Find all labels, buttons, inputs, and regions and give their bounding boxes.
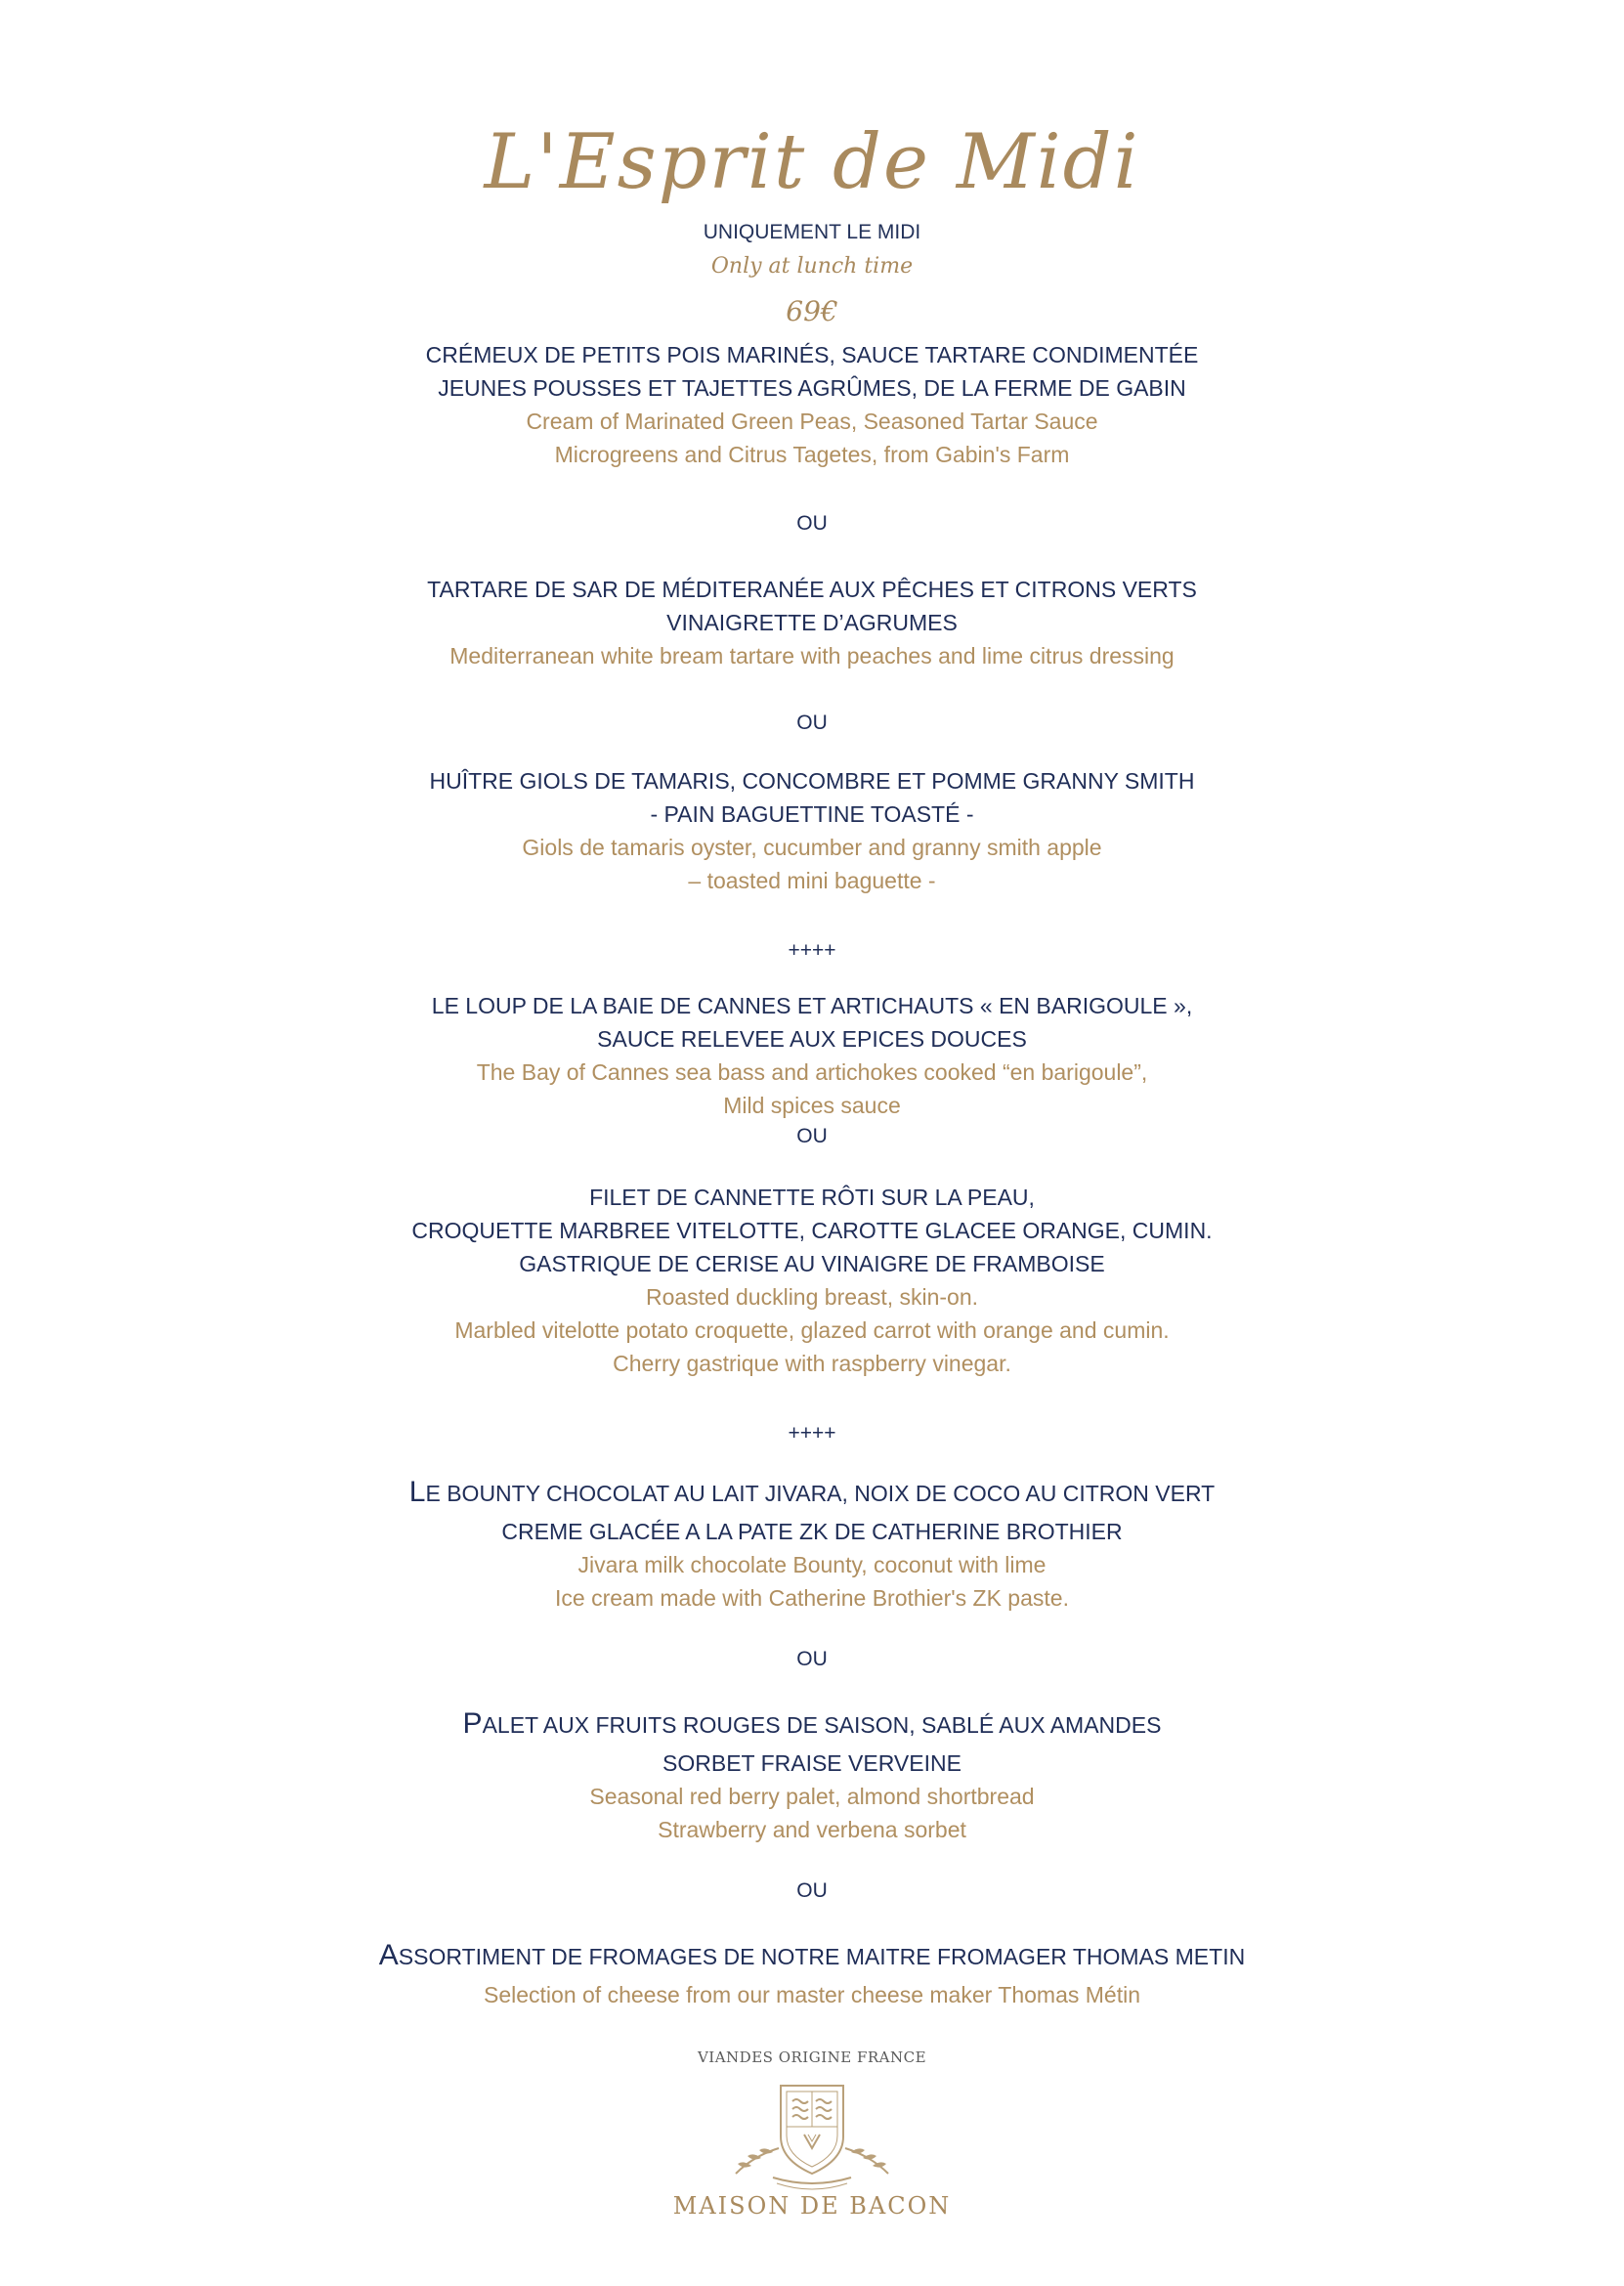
brand-name: MAISON DE BACON [672, 2192, 952, 2220]
main2-fr-line1: FILET DE CANNETTE RÔTI SUR LA PEAU, [589, 1185, 1035, 1210]
dessert2-en-line1: Seasonal red berry palet, almond shortbread [589, 1784, 1035, 1809]
or-separator: OU [796, 1648, 828, 1670]
course-separator: ++++ [788, 1422, 836, 1445]
starter2-fr-line2: VINAIGRETTE D’AGRUMES [666, 610, 958, 635]
dessert2-fr-rest: ALET AUX FRUITS ROUGES DE SAISON, SABLÉ AUX AMANDES [482, 1712, 1162, 1738]
starter2-fr-line1: TARTARE DE SAR DE MÉDITERANÉE AUX PÊCHES ET CITRONS VERTS [427, 577, 1197, 602]
starter3-en-line2: – toasted mini baguette - [688, 868, 936, 893]
starter1-fr-line2: JEUNES POUSSES ET TAJETTES AGRÛMES, DE LA FERME DE GABIN [438, 375, 1186, 401]
main1-en-line1: The Bay of Cannes sea bass and artichokes cooked “en barigoule”, [476, 1059, 1148, 1085]
starter3-fr-line2: - PAIN BAGUETTINE TOASTÉ - [650, 801, 974, 827]
starter3-en-line1: Giols de tamaris oyster, cucumber and granny smith apple [522, 835, 1102, 860]
dessert3-fr-line1 [0, 1939, 1624, 1973]
starter1-fr-line1: CRÉMEUX DE PETITS POIS MARINÉS, SAUCE TARTARE CONDIMENTÉE [425, 342, 1199, 367]
or-separator: OU [796, 712, 828, 734]
dessert1-en-line1: Jivara milk chocolate Bounty, coconut with lime [577, 1552, 1047, 1577]
dessert3-initial: A [378, 1939, 399, 1971]
menu-title: L'Esprit de Midi [484, 118, 1140, 206]
main1-fr-line1: LE LOUP DE LA BAIE DE CANNES ET ARTICHAUTS « EN BARIGOULE », [431, 993, 1193, 1018]
dessert1-initial: L [408, 1476, 426, 1508]
or-separator: OU [796, 1879, 828, 1902]
dessert2-en-line2: Strawberry and verbena sorbet [658, 1817, 966, 1842]
dessert2-initial: P [462, 1707, 483, 1740]
main2-fr-line2: CROQUETTE MARBREE VITELOTTE, CAROTTE GLACEE ORANGE, CUMIN. [411, 1218, 1213, 1243]
or-separator: OU [796, 1125, 828, 1147]
dessert3-en-line1: Selection of cheese from our master cheese maker Thomas Métin [484, 1982, 1140, 2007]
dessert1-fr-line1 [0, 1476, 1624, 1510]
main2-en-line2: Marbled vitelotte potato croquette, glazed carrot with orange and cumin. [454, 1317, 1170, 1343]
menu-price: 69€ [786, 295, 838, 327]
main1-en-line2: Mild spices sauce [723, 1093, 901, 1118]
subtitle-en: Only at lunch time [710, 254, 914, 279]
dessert2-fr-line1 [0, 1707, 1624, 1742]
or-separator: OU [796, 512, 828, 535]
starter1-en-line1: Cream of Marinated Green Peas, Seasoned Tartar Sauce [526, 409, 1098, 434]
course-separator: ++++ [788, 939, 836, 962]
subtitle-fr: UNIQUEMENT LE MIDI [703, 221, 921, 243]
dessert1-en-line2: Ice cream made with Catherine Brothier's ZK paste. [555, 1585, 1069, 1611]
starter3-fr-line1: HUÎTRE GIOLS DE TAMARIS, CONCOMBRE ET POMME GRANNY SMITH [429, 768, 1195, 794]
dessert3-fr-rest: SSORTIMENT DE FROMAGES DE NOTRE MAITRE FROMAGER THOMAS METIN [398, 1944, 1246, 1969]
dessert1-fr-line2: CREME GLACÉE A LA PATE ZK DE CATHERINE BROTHIER [501, 1519, 1123, 1544]
starter2-en-line1: Mediterranean white bream tartare with peaches and lime citrus dressing [449, 643, 1175, 669]
dessert1-fr-rest: E BOUNTY CHOCOLAT AU LAIT JIVARA, NOIX DE COCO AU CITRON VERT [425, 1481, 1216, 1506]
main2-en-line3: Cherry gastrique with raspberry vinegar. [613, 1351, 1011, 1376]
starter1-en-line2: Microgreens and Citrus Tagetes, from Gabin's Farm [554, 442, 1070, 467]
main2-en-line1: Roasted duckling breast, skin-on. [645, 1284, 979, 1310]
crest-logo-icon [714, 2080, 910, 2207]
meat-origin-note: VIANDES ORIGINE FRANCE [697, 2049, 927, 2066]
dessert2-fr-line2: SORBET FRAISE VERVEINE [662, 1750, 962, 1776]
main2-fr-line3: GASTRIQUE DE CERISE AU VINAIGRE DE FRAMBOISE [519, 1251, 1105, 1276]
main1-fr-line2: SAUCE RELEVEE AUX EPICES DOUCES [597, 1026, 1027, 1052]
